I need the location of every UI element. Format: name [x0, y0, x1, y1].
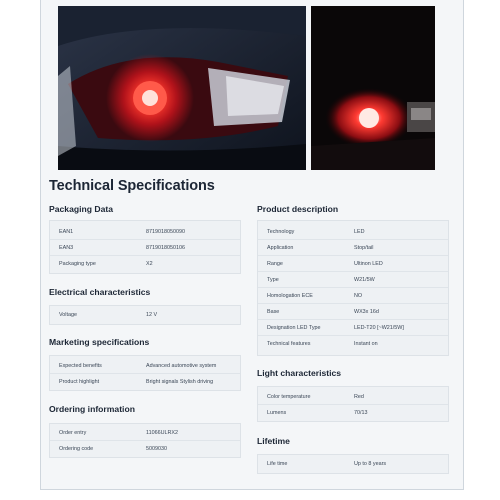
electrical-table — [49, 305, 241, 325]
packaging-heading: Packaging Data — [49, 204, 113, 214]
row-label: Voltage — [59, 312, 77, 318]
table-row — [50, 374, 240, 390]
marketing-table — [49, 355, 241, 391]
row-label: Homologation ECE — [267, 293, 313, 299]
table-row — [258, 405, 448, 421]
row-value: 12 V — [146, 312, 158, 318]
row-value: LED-T20 [~W21/5W] — [354, 325, 404, 331]
row-label: Ordering code — [59, 446, 94, 452]
table-row — [258, 256, 448, 272]
row-value: WX3x 16d — [354, 309, 379, 315]
row-label: Order entry — [59, 430, 87, 436]
row-value: Bright signals Stylish driving — [146, 379, 214, 385]
rear-bulb-photo — [311, 6, 435, 170]
page-title: Technical Specifications — [49, 178, 215, 194]
row-label: Color temperature — [267, 394, 311, 400]
light-characteristics-heading: Light characteristics — [257, 368, 342, 378]
row-value: X2 — [146, 261, 153, 267]
table-row — [258, 389, 448, 405]
row-value: 11066ULRX2 — [146, 430, 178, 436]
row-value: 8719018050106 — [146, 245, 185, 251]
row-label: Designation LED Type — [267, 325, 321, 331]
table-row — [258, 288, 448, 304]
row-value: NO — [354, 293, 363, 299]
ordering-table — [49, 423, 241, 458]
table-row — [50, 224, 240, 240]
row-label: Application — [267, 245, 294, 251]
electrical-heading: Electrical characteristics — [49, 287, 151, 297]
table-row — [50, 256, 240, 272]
marketing-heading: Marketing specifications — [49, 337, 150, 347]
row-value: Ultinon LED — [354, 261, 383, 267]
table-row — [50, 307, 240, 323]
light-characteristics-table — [257, 386, 449, 422]
lifetime-heading: Lifetime — [257, 436, 290, 446]
row-value: W21/5W — [354, 277, 375, 283]
row-label: Expected benefits — [59, 363, 102, 369]
row-value: 8719018050090 — [146, 229, 185, 235]
taillight-photo — [58, 6, 306, 170]
taillight-photo-drawing — [58, 6, 306, 170]
row-value: Advanced automotive system — [146, 363, 217, 369]
table-row — [50, 358, 240, 374]
row-value: Up to 8 years — [354, 461, 387, 467]
row-value: 5009030 — [146, 446, 167, 452]
table-row — [50, 425, 240, 441]
ordering-heading: Ordering information — [49, 404, 135, 414]
row-label: EAN1 — [59, 229, 74, 235]
row-label: Lumens — [267, 410, 287, 416]
row-value: LED — [354, 229, 365, 235]
table-row — [258, 304, 448, 320]
row-label: Base — [267, 309, 280, 315]
product-description-table — [257, 220, 449, 356]
row-label: EAN3 — [59, 245, 74, 251]
row-value: 70/13 — [354, 410, 368, 416]
table-row — [258, 320, 448, 336]
row-label: Technology — [267, 229, 295, 235]
table-row — [258, 240, 448, 256]
row-label: Packaging type — [59, 261, 96, 267]
row-label: Type — [267, 277, 279, 283]
row-value: Red — [354, 394, 364, 400]
row-label: Technical features — [267, 341, 311, 347]
row-label: Product highlight — [59, 379, 100, 385]
table-row — [50, 441, 240, 457]
table-row — [50, 240, 240, 256]
row-label: Life time — [267, 461, 288, 467]
rear-bulb-photo-drawing — [311, 6, 435, 170]
table-row — [258, 336, 448, 352]
row-label: Range — [267, 261, 283, 267]
row-value: Stop/tail — [354, 245, 374, 251]
packaging-table — [49, 220, 241, 274]
row-value: Instant on — [354, 341, 378, 347]
table-row — [258, 272, 448, 288]
product-description-heading: Product description — [257, 204, 339, 214]
lifetime-table — [257, 454, 449, 474]
table-row — [258, 456, 448, 472]
table-row — [258, 224, 448, 240]
